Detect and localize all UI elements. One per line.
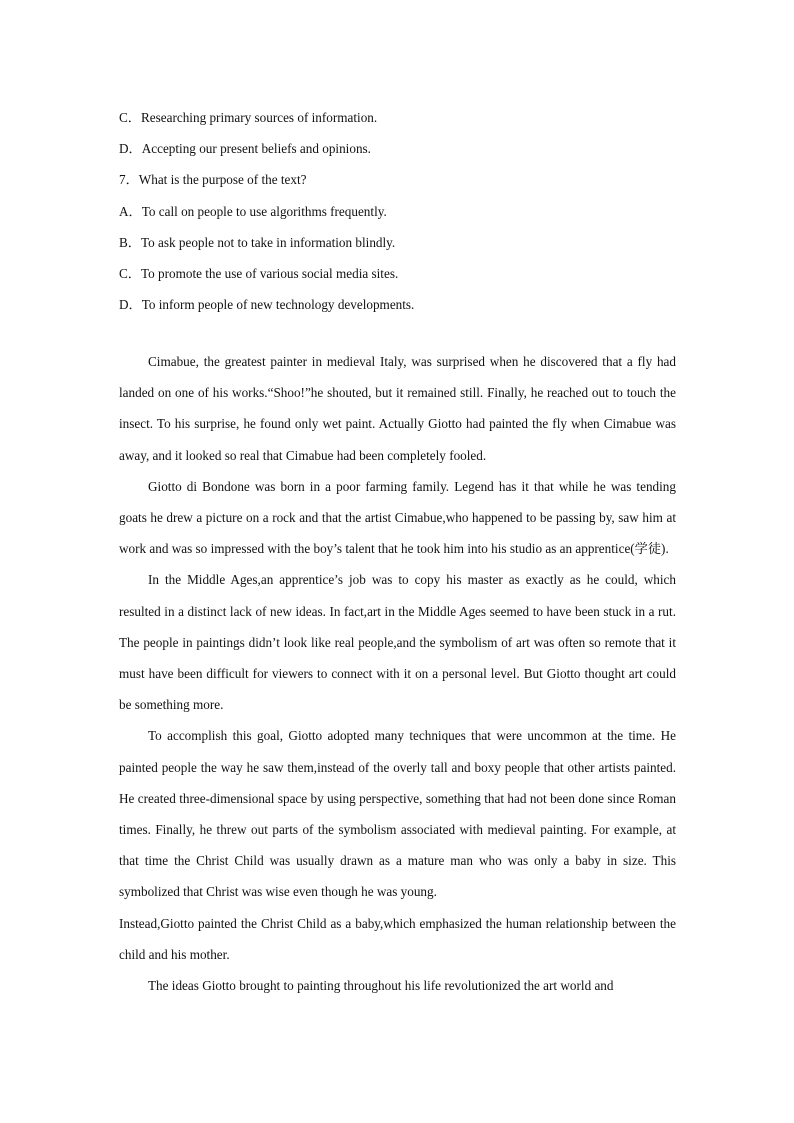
paragraph-cimabue-fly: Cimabue, the greatest painter in medieval Italy, was surprised when he discovered that a fly had landed on one of his works.“Shoo!”he shouted, but it remained still. Finally, he reached out to touch the insect. To his surprise, he found only wet paint. Actually Giotto had painted the fly when Cimabue was away, and it looked so real that Cimabue had been completely fooled. — [119, 354, 676, 463]
reading-passage — [119, 346, 676, 1001]
question-7-stem: 7．What is the purpose of the text? — [119, 172, 307, 188]
option-c-sources: C．Researching primary sources of information. — [119, 110, 378, 125]
option-d-beliefs: D．Accepting our present beliefs and opinions. — [119, 141, 371, 157]
paragraph-middle-ages: In the Middle Ages,an apprentice’s job was to copy his master as exactly as he could, which resulted in a distinct lack of new ideas. In fact,art in the Middle Ages seemed to have been stuck in a rut. The people in paintings didn’t look like real people,and the symbolism of art was often so remote that it must have been difficult for viewers to connect with it on a personal level. But Giotto thought art could be something more. — [119, 572, 676, 713]
paragraph-techniques: To accomplish this goal, Giotto adopted many techniques that were uncommon at the time. He painted people the way he saw them,instead of the overly tall and boxy people that other artists painted. He created three-dimensional space by using perspective, something that had not been done since Roman times. Finally, he threw out parts of the symbolism associated with medieval painting. For example, at that time the Christ Child was usually drawn as a mature man who was only a baby in size. This symbolized that Christ was wise even though he was young. — [119, 728, 676, 900]
paragraph-giotto-birth: Giotto di Bondone was born in a poor farming family. Legend has it that while he was tending goats he drew a picture on a rock and that the artist Cimabue,who happened to be passing by, saw him at work and was so impressed with the boy’s talent that he took him into his studio as an apprentice(学徒). — [119, 478, 676, 557]
option-c-social-media: C．To promote the use of various social media sites. — [119, 265, 399, 281]
question-options — [119, 102, 689, 320]
option-d-technology: D．To inform people of new technology developments. — [119, 297, 415, 313]
paragraph-christ-child: Instead,Giotto painted the Christ Child as a baby,which emphasized the human relationship between the child and his mother. — [119, 915, 676, 962]
option-a-algorithms: A．To call on people to use algorithms frequently. — [119, 203, 387, 219]
option-b-blindly: B．To ask people not to take in information blindly. — [119, 234, 396, 250]
paragraph-ideas: The ideas Giotto brought to painting throughout his life revolutionized the art world and — [148, 978, 614, 994]
